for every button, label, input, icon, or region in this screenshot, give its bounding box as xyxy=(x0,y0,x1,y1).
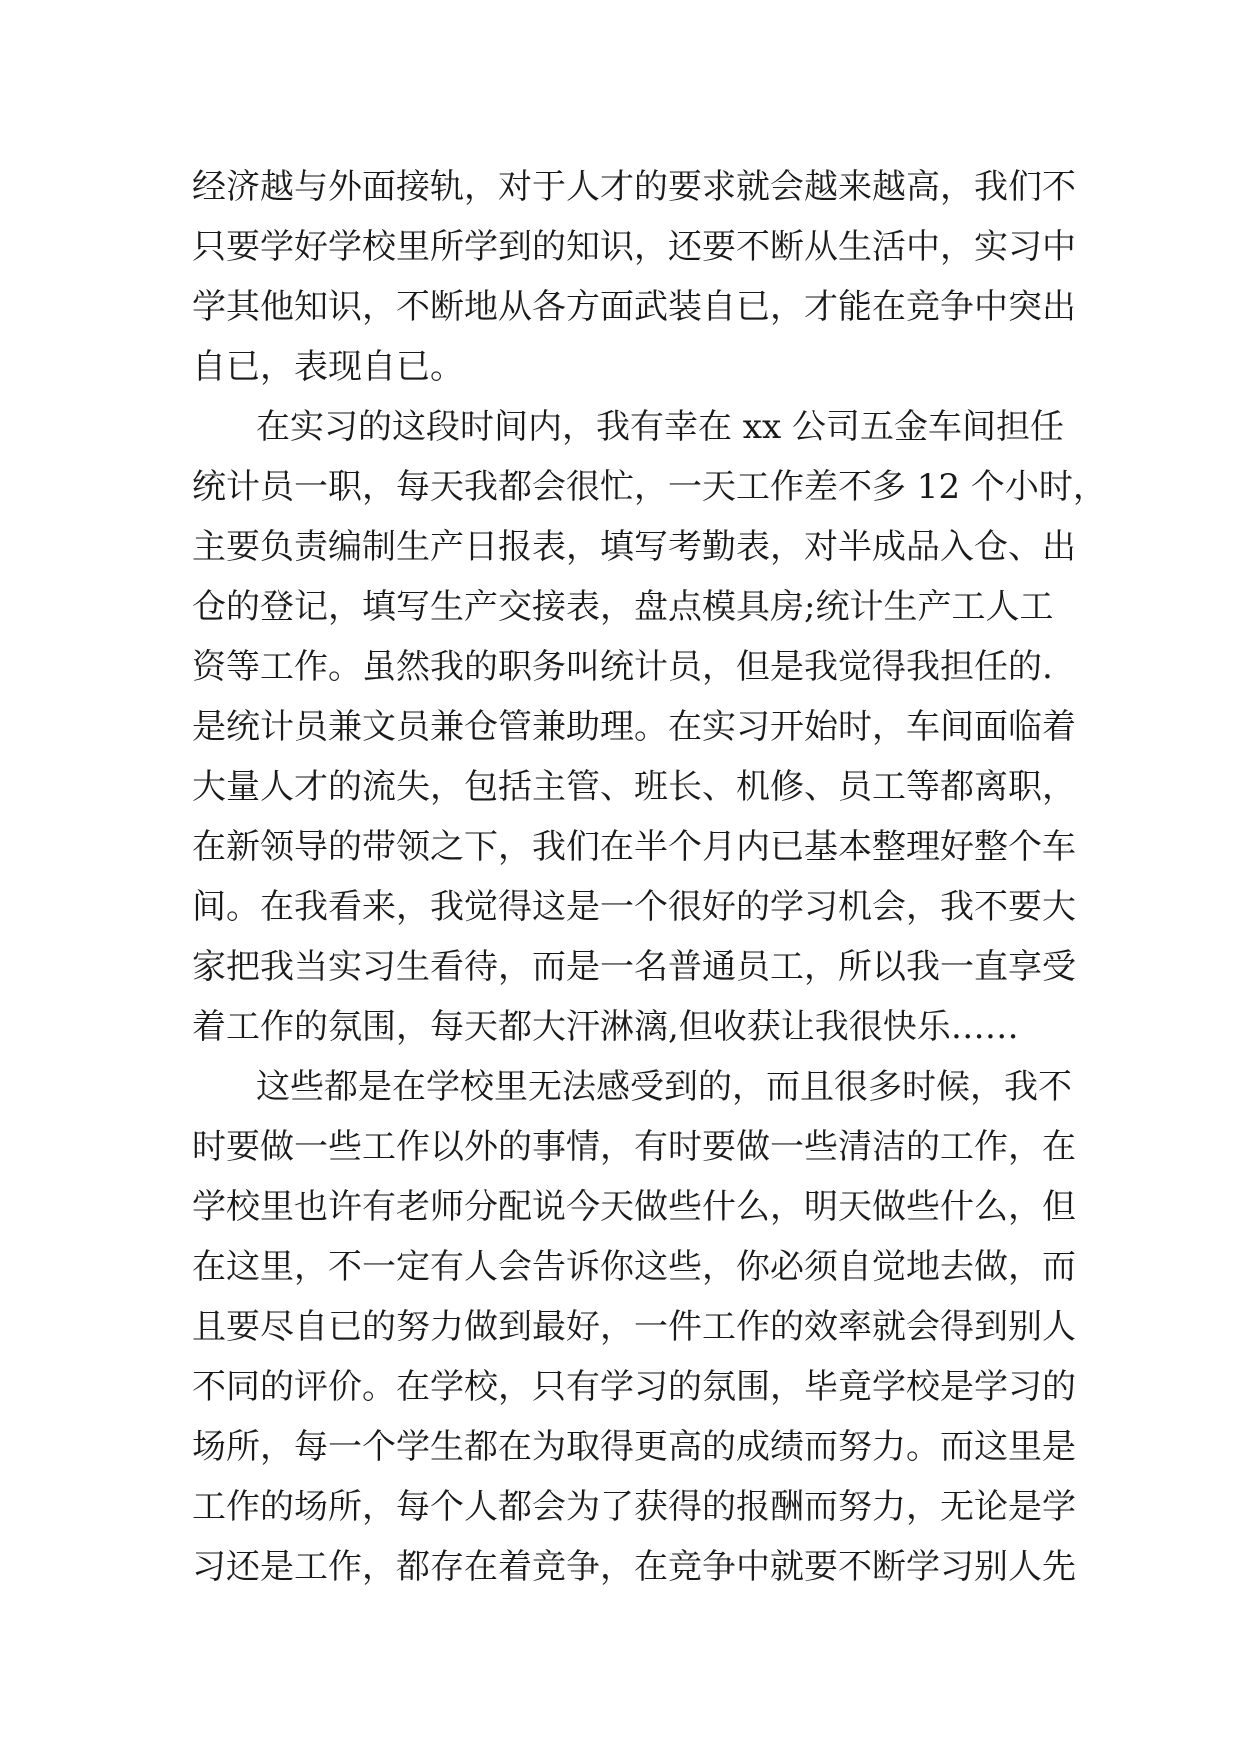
text-line: 学校里也许有老师分配说今天做些什么，明天做些什么，但 xyxy=(192,1187,1076,1227)
text-line: 统计员一职，每天我都会很忙，一天工作差不多 12 个小时， xyxy=(192,467,1107,507)
text-line: 在实习的这段时间内，我有幸在 xx 公司五金车间担任 xyxy=(256,407,1064,447)
text-line: 主要负责编制生产日报表，填写考勤表，对半成品入仓、出 xyxy=(192,527,1076,567)
text-line: 且要尽自已的努力做到最好，一件工作的效率就会得到别人 xyxy=(192,1307,1076,1347)
text-line: 在这里，不一定有人会告诉你这些，你必须自觉地去做，而 xyxy=(192,1247,1076,1287)
text-line: 经济越与外面接轨，对于人才的要求就会越来越高，我们不 xyxy=(192,167,1076,207)
text-line: 时要做一些工作以外的事情，有时要做一些清洁的工作，在 xyxy=(192,1127,1076,1167)
text-line: 自已，表现自已。 xyxy=(192,347,464,387)
text-line: 学其他知识，不断地从各方面武装自已，才能在竞争中突出 xyxy=(192,287,1076,327)
text-line: 场所，每一个学生都在为取得更高的成绩而努力。而这里是 xyxy=(192,1427,1076,1467)
text-line: 仓的登记，填写生产交接表，盘点模具房;统计生产工人工 xyxy=(192,587,1054,627)
body-text xyxy=(192,157,1107,1597)
text-line: 不同的评价。在学校，只有学习的氛围，毕竟学校是学习的 xyxy=(192,1367,1076,1407)
text-line: 间。在我看来，我觉得这是一个很好的学习机会，我不要大 xyxy=(192,887,1076,927)
text-line: 这些都是在学校里无法感受到的，而且很多时候，我不 xyxy=(256,1067,1072,1107)
text-line: 是统计员兼文员兼仓管兼助理。在实习开始时，车间面临着 xyxy=(192,707,1076,747)
text-line: 习还是工作，都存在着竞争，在竞争中就要不断学习别人先 xyxy=(192,1547,1076,1587)
text-line: 工作的场所，每个人都会为了获得的报酬而努力，无论是学 xyxy=(192,1487,1076,1527)
text-line: 在新领导的带领之下，我们在半个月内已基本整理好整个车 xyxy=(192,827,1076,867)
text-line: 着工作的氛围，每天都大汗淋漓,但收获让我很快乐…… xyxy=(192,1007,1019,1047)
text-line: 只要学好学校里所学到的知识，还要不断从生活中，实习中 xyxy=(192,227,1076,267)
text-line: 资等工作。虽然我的职务叫统计员，但是我觉得我担任的. xyxy=(192,647,1053,687)
text-line: 家把我当实习生看待，而是一名普通员工，所以我一直享受 xyxy=(192,947,1076,987)
text-line: 大量人才的流失，包括主管、班长、机修、员工等都离职， xyxy=(192,767,1076,807)
